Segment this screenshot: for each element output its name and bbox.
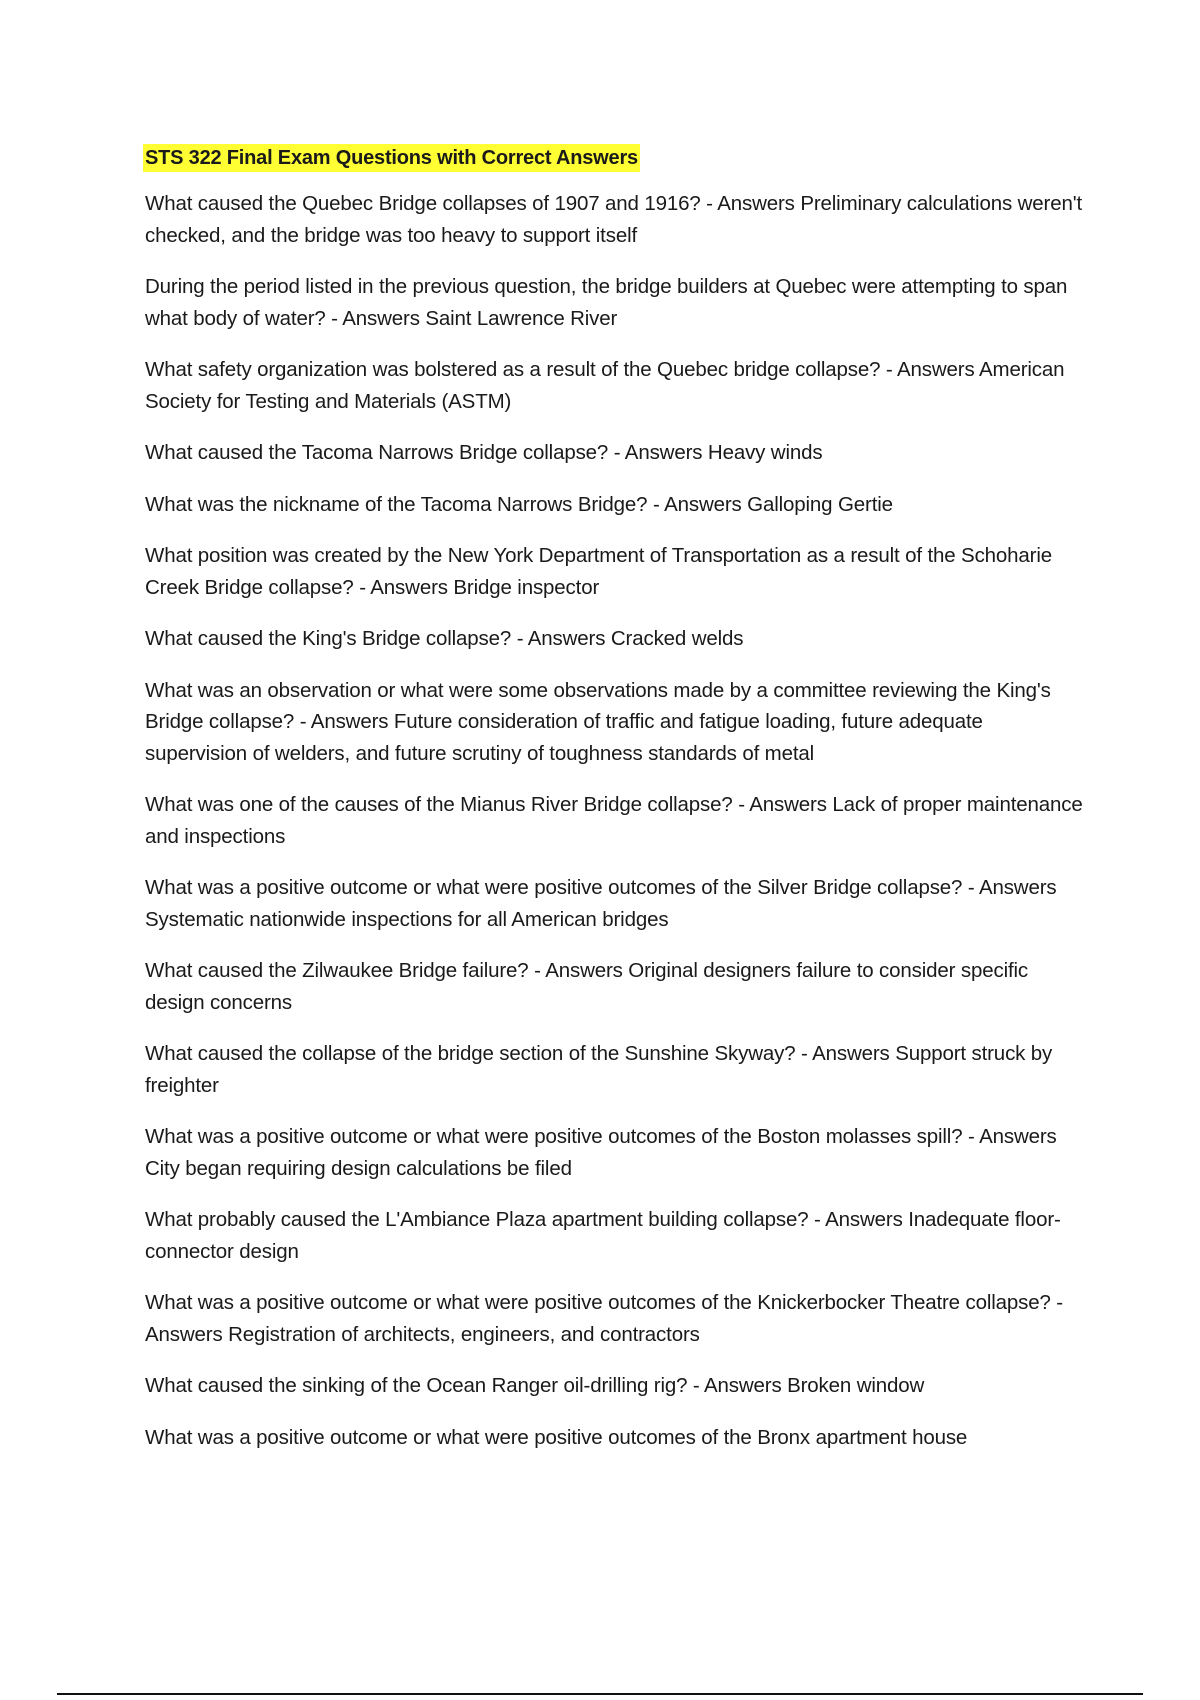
qa-item: What was a positive outcome or what were positive outcomes of the Knickerbocker Theatre collapse? - Answers Registration of architects, engineers, and contractors xyxy=(145,1291,1063,1346)
document-title: STS 322 Final Exam Questions with Correct Answers xyxy=(143,144,640,172)
qa-item: What caused the Zilwaukee Bridge failure? - Answers Original designers failure to consider specific design concerns xyxy=(145,959,1029,1014)
qa-item: What was one of the causes of the Mianus River Bridge collapse? - Answers Lack of proper maintenance and inspections xyxy=(145,793,1083,848)
qa-item: What was the nickname of the Tacoma Narrows Bridge? - Answers Galloping Gertie xyxy=(145,492,893,516)
document-body xyxy=(145,144,1085,1473)
qa-item: What safety organization was bolstered as a result of the Quebec bridge collapse? - Answers American Society for Testing and Materials (ASTM) xyxy=(145,358,1065,413)
qa-item: What caused the collapse of the bridge section of the Sunshine Skyway? - Answers Support struck by freighter xyxy=(145,1042,1053,1097)
qa-item: What position was created by the New York Department of Transportation as a result of the Schoharie Creek Bridge collapse? - Answers Bridge inspector xyxy=(145,544,1053,599)
qa-item: What caused the Quebec Bridge collapses of 1907 and 1916? - Answers Preliminary calculations weren't checked, and the bridge was too heavy to support itself xyxy=(145,192,1082,247)
qa-item: What was a positive outcome or what were positive outcomes of the Silver Bridge collapse? - Answers Systematic nationwide inspections for all American bridges xyxy=(145,876,1057,931)
qa-item: What probably caused the L'Ambiance Plaza apartment building collapse? - Answers Inadequate floor-connector design xyxy=(145,1208,1061,1263)
qa-item: What caused the sinking of the Ocean Ranger oil-drilling rig? - Answers Broken window xyxy=(145,1374,925,1397)
footer-divider xyxy=(57,1693,1143,1695)
qa-item: During the period listed in the previous question, the bridge builders at Quebec were attempting to span what body of water? - Answers Saint Lawrence River xyxy=(145,275,1068,330)
qa-item: What was a positive outcome or what were positive outcomes of the Boston molasses spill? - Answers City began requiring design calculations be filed xyxy=(145,1125,1057,1180)
qa-item: What was an observation or what were some observations made by a committee reviewing the King's Bridge collapse? - Answers Future consideration of traffic and fatigue loading, future adequate supervision of welders, and future scrutiny of toughness standards of metal xyxy=(145,678,1051,765)
qa-item: What caused the Tacoma Narrows Bridge collapse? - Answers Heavy winds xyxy=(145,441,823,464)
qa-item: What was a positive outcome or what were positive outcomes of the Bronx apartment house xyxy=(145,1425,968,1449)
qa-item: What caused the King's Bridge collapse? - Answers Cracked welds xyxy=(145,627,744,650)
